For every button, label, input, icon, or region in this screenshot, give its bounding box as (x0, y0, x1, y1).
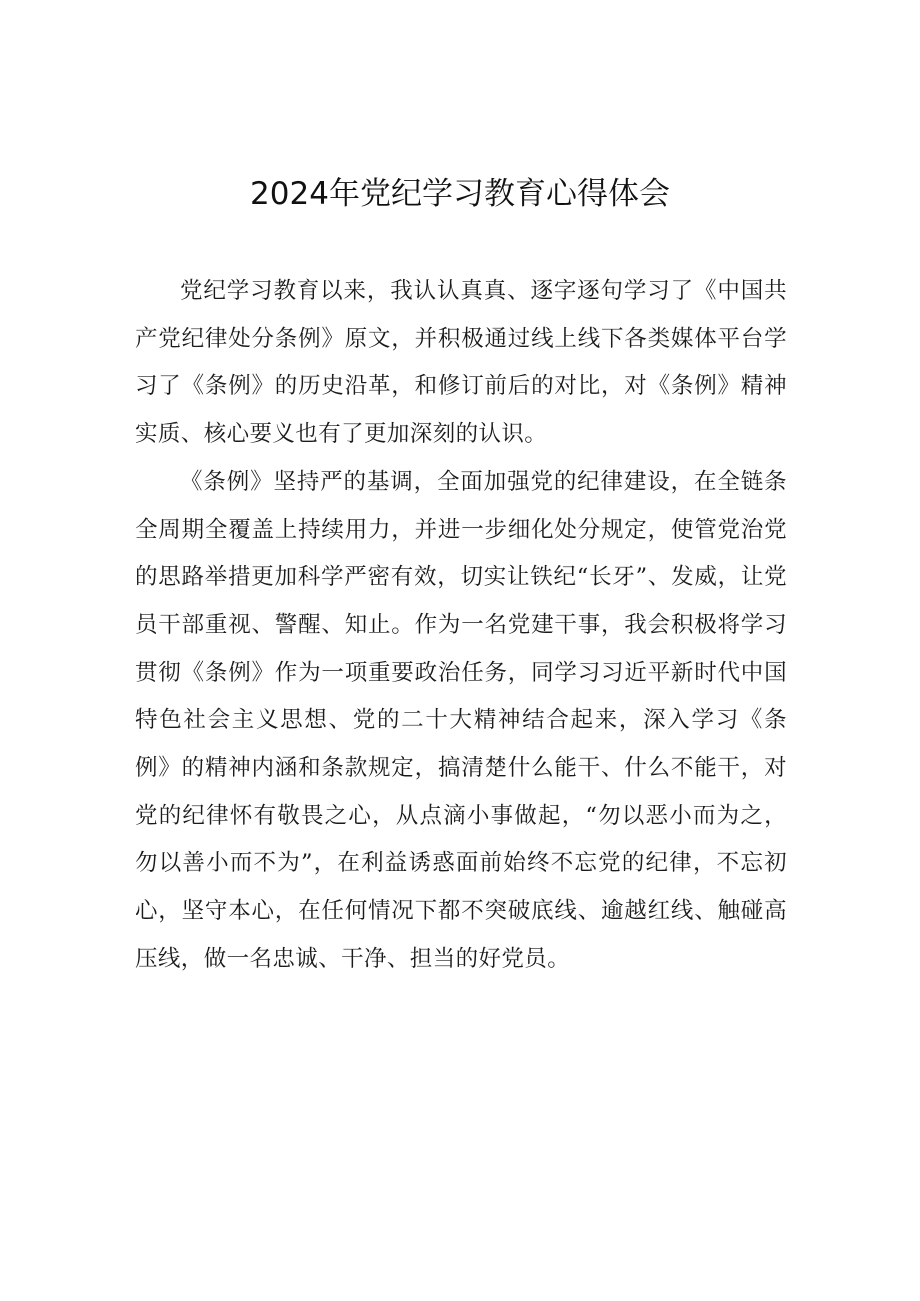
document-body (135, 268, 787, 984)
paragraph-2: 《条例》坚持严的基调，全面加强党的纪律建设，在全链条全周期全覆盖上持续用力，并进一步细化处分规定，使管党治党的思路举措更加科学严密有效，切实让铁纪“长牙”、发威，让党员干部重视、警醒、知止。作为一名党建干事，我会积极将学习贯彻《条例》作为一项重要政治任务，同学习习近平新时代中国特色社会主义思想、党的二十大精神结合起来，深入学习《条例》的精神内涵和条款规定，搞清楚什么能干、什么不能干，对党的纪律怀有敬畏之心，从点滴小事做起，“勿以恶小而为之，勿以善小而不为”，在利益诱惑面前始终不忘党的纪律，不忘初心，坚守本心，在任何情况下都不突破底线、逾越红线、触碰高压线，做一名忠诚、干净、担当的好党员。 (135, 468, 787, 972)
paragraph-1: 党纪学习教育以来，我认认真真、逐字逐句学习了《中国共产党纪律处分条例》原文，并积极通过线上线下各类媒体平台学习了《条例》的历史沿革，和修订前后的对比，对《条例》精神实质、核心要义也有了更加深刻的认识。 (135, 278, 787, 448)
document-title: 2024年党纪学习教育心得体会 (250, 176, 670, 212)
